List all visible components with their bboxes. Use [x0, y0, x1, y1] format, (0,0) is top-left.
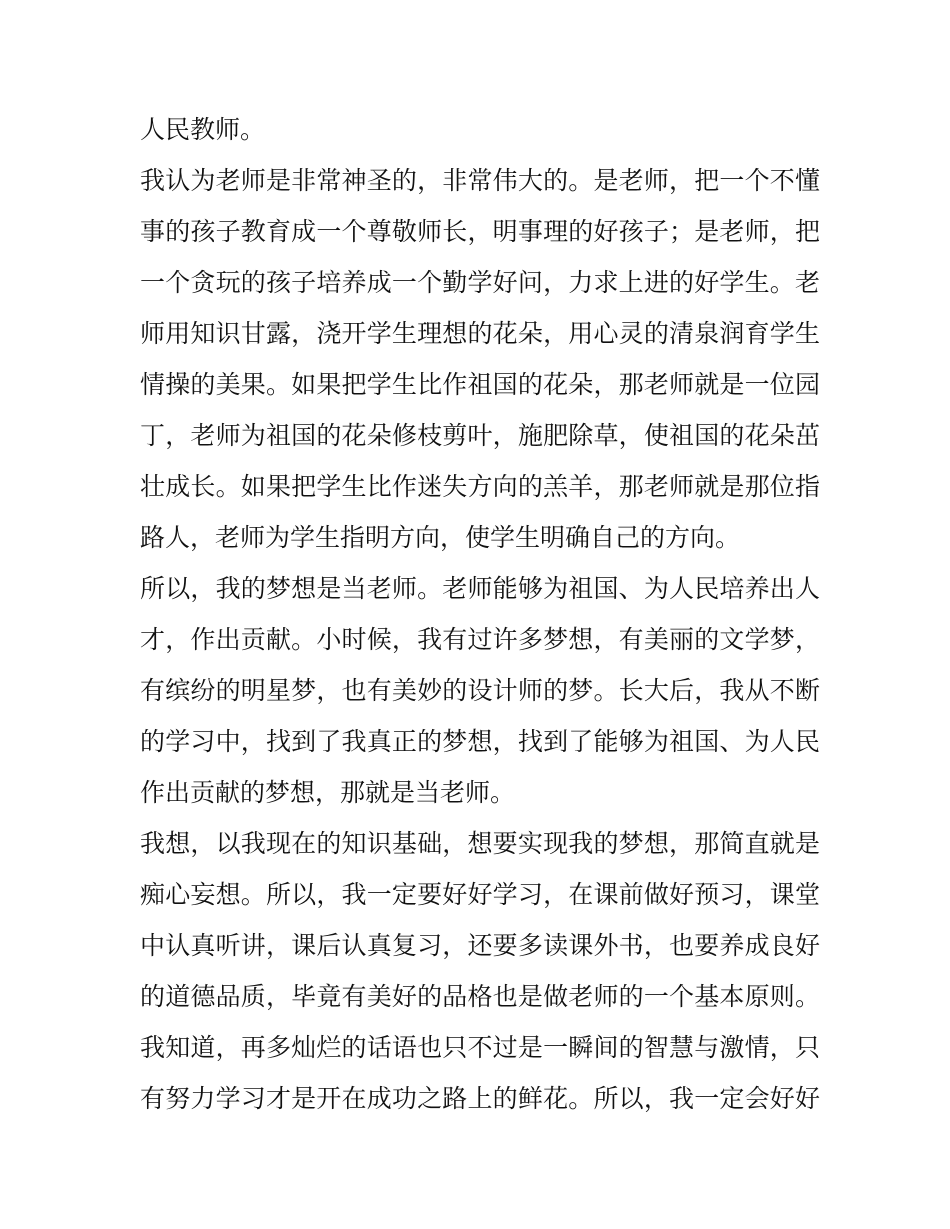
text-line: 痴心妄想。所以，我一定要好好学习，在课前做好预习，课堂	[140, 880, 820, 909]
text-line: 情操的美果。如果把学生比作祖国的花朵，那老师就是一位园	[140, 370, 820, 399]
text-line: 壮成长。如果把学生比作迷失方向的羔羊，那老师就是那位指	[140, 472, 820, 501]
text-line: 作出贡献的梦想，那就是当老师。	[140, 778, 516, 807]
text-line: 师用知识甘露，浇开学生理想的花朵，用心灵的清泉润育学生	[140, 319, 820, 348]
text-line: 才，作出贡献。小时候，我有过许多梦想，有美丽的文学梦，	[140, 625, 820, 654]
text-line: 我认为老师是非常神圣的，非常伟大的。是老师，把一个不懂	[140, 166, 820, 195]
text-line: 人民教师。	[140, 115, 266, 144]
text-line: 路人，老师为学生指明方向，使学生明确自己的方向。	[140, 523, 741, 552]
text-line: 的学习中，找到了我真正的梦想，找到了能够为祖国、为人民	[140, 727, 820, 756]
text-line: 中认真听讲，课后认真复习，还要多读课外书，也要养成良好	[140, 931, 820, 960]
text-line: 有缤纷的明星梦，也有美妙的设计师的梦。长大后，我从不断	[140, 676, 820, 705]
text-line: 所以，我的梦想是当老师。老师能够为祖国、为人民培养出人	[140, 574, 820, 603]
text-line: 丁，老师为祖国的花朵修枝剪叶，施肥除草，使祖国的花朵茁	[140, 421, 820, 450]
text-line: 事的孩子教育成一个尊敬师长，明事理的好孩子；是老师，把	[140, 217, 820, 246]
text-line: 我想，以我现在的知识基础，想要实现我的梦想，那简直就是	[140, 829, 820, 858]
text-line: 的道德品质，毕竟有美好的品格也是做老师的一个基本原则。	[140, 982, 820, 1011]
text-line: 一个贪玩的孩子培养成一个勤学好问，力求上进的好学生。老	[140, 268, 820, 297]
text-line: 有努力学习才是开在成功之路上的鲜花。所以，我一定会好好	[140, 1084, 820, 1113]
text-line: 我知道，再多灿烂的话语也只不过是一瞬间的智慧与激情，只	[140, 1033, 820, 1062]
